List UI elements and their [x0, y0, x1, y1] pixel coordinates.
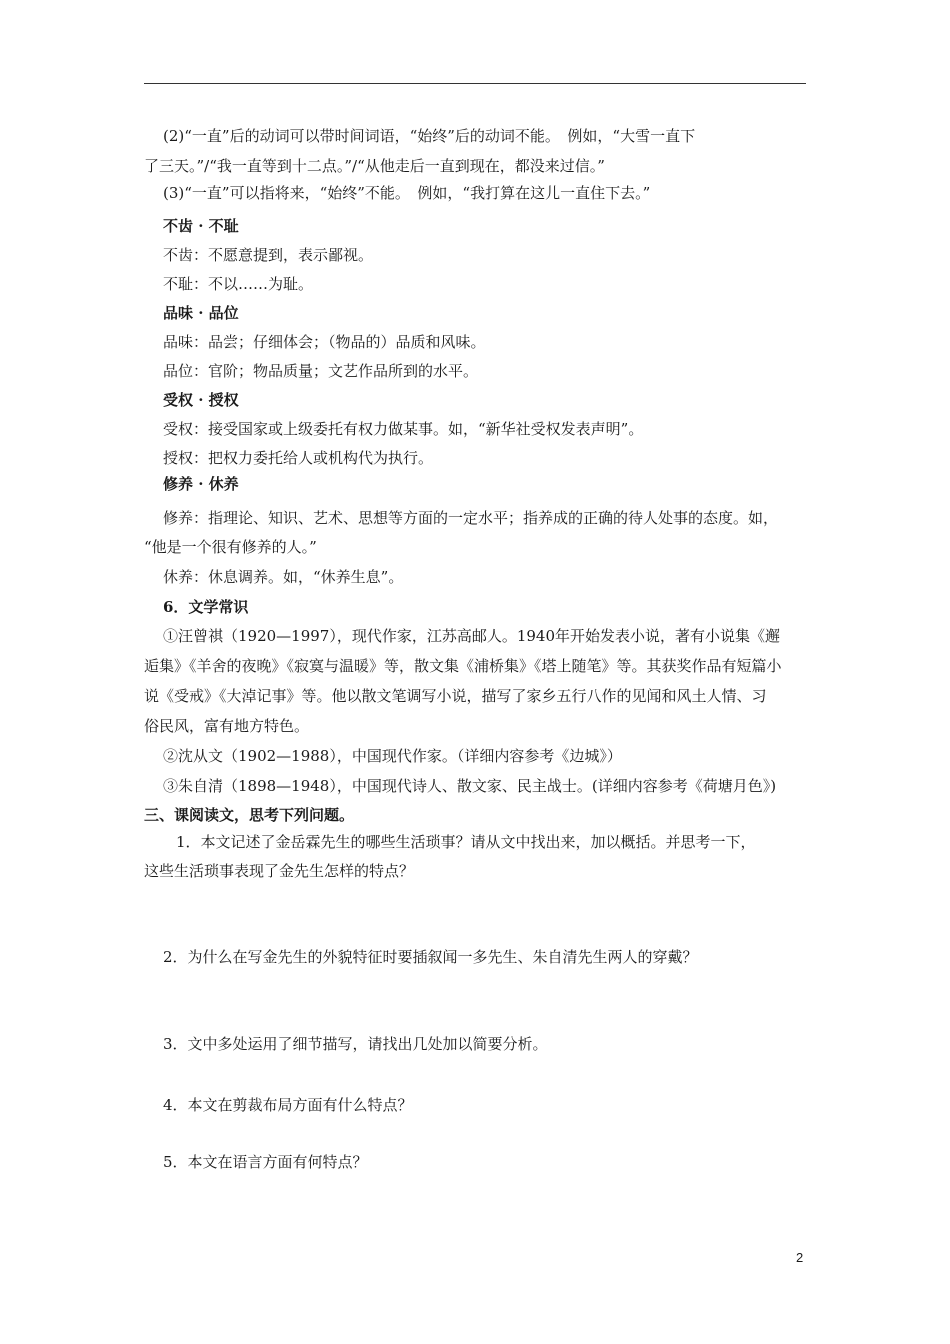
question-line: 1．本文记述了金岳霖先生的哪些生活琐事？请从文中找出来，加以概括。并思考一下，	[176, 833, 756, 851]
literature-line: 逅集》《羊舍的夜晚》《寂寞与温暖》等，散文集《浦桥集》《塔上随笔》等。其获奖作品有短篇小	[144, 657, 782, 675]
definition-line: 修养：指理论、知识、艺术、思想等方面的一定水平；指养成的正确的待人处事的态度。如，	[163, 509, 779, 527]
section-heading: 6．文学常识	[163, 598, 249, 616]
word-group-heading: 品味 · 品位	[163, 304, 239, 322]
word-group-heading: 不齿 · 不耻	[163, 217, 239, 235]
definition-line: 休养：休息调养。如，“休养生息”。	[163, 568, 404, 586]
literature-line: ②沈从文（1902—1988），中国现代作家。（详细内容参考《边城》）	[163, 747, 622, 765]
word-group-heading: 受权 · 授权	[163, 391, 239, 409]
literature-line: 说《受戒》《大淖记事》等。他以散文笔调写小说，描写了家乡五行八作的见闻和风土人情、习	[144, 687, 767, 705]
literature-line: ①汪曾祺（1920—1997），现代作家，江苏高邮人。1940年开始发表小说，著有小说集《邂	[163, 627, 781, 645]
usage-line-2: 了三天。”/“我一直等到十二点。”/“从他走后一直到现在，都没来过信。”	[144, 157, 605, 175]
definition-line: 受权：接受国家或上级委托有权力做某事。如，“新华社受权发表声明”。	[163, 420, 644, 438]
question-line: 4．本文在剪裁布局方面有什么特点？	[163, 1096, 413, 1114]
definition-line: 授权：把权力委托给人或机构代为执行。	[163, 449, 434, 467]
question-line: 5．本文在语言方面有何特点？	[163, 1153, 368, 1171]
question-line: 2．为什么在写金先生的外貌特征时要插叙闻一多先生、朱自清先生两人的穿戴？	[163, 948, 698, 966]
word-group-heading: 修养 · 休养	[163, 475, 239, 493]
definition-line: 不齿：不愿意提到，表示鄙视。	[163, 246, 374, 264]
definition-line: “他是一个很有修养的人。”	[144, 538, 317, 556]
definition-line: 品味：品尝；仔细体会；（物品的）品质和风味。	[163, 333, 486, 351]
page-number: 2	[796, 1250, 804, 1265]
literature-line: 俗民风，富有地方特色。	[144, 717, 310, 735]
usage-line-3: (3)“一直”可以指将来，“始终”不能。 例如，“我打算在这儿一直住下去。”	[163, 184, 651, 202]
usage-line-1: (2)“一直”后的动词可以带时间词语，“始终”后的动词不能。 例如，“大雪一直下	[163, 127, 696, 145]
section-heading: 三、课阅读文，思考下列问题。	[144, 806, 355, 824]
question-line: 这些生活琐事表现了金先生怎样的特点？	[144, 862, 415, 880]
question-line: 3．文中多处运用了细节描写，请找出几处加以简要分析。	[163, 1035, 548, 1053]
literature-line: ③朱自清（1898—1948），中国现代诗人、散文家、民主战士。(详细内容参考《荷塘月色》)	[163, 777, 777, 795]
definition-line: 品位：官阶；物品质量；文艺作品所到的水平。	[163, 362, 479, 380]
header-rule	[144, 83, 806, 84]
definition-line: 不耻：不以……为耻。	[163, 275, 314, 293]
